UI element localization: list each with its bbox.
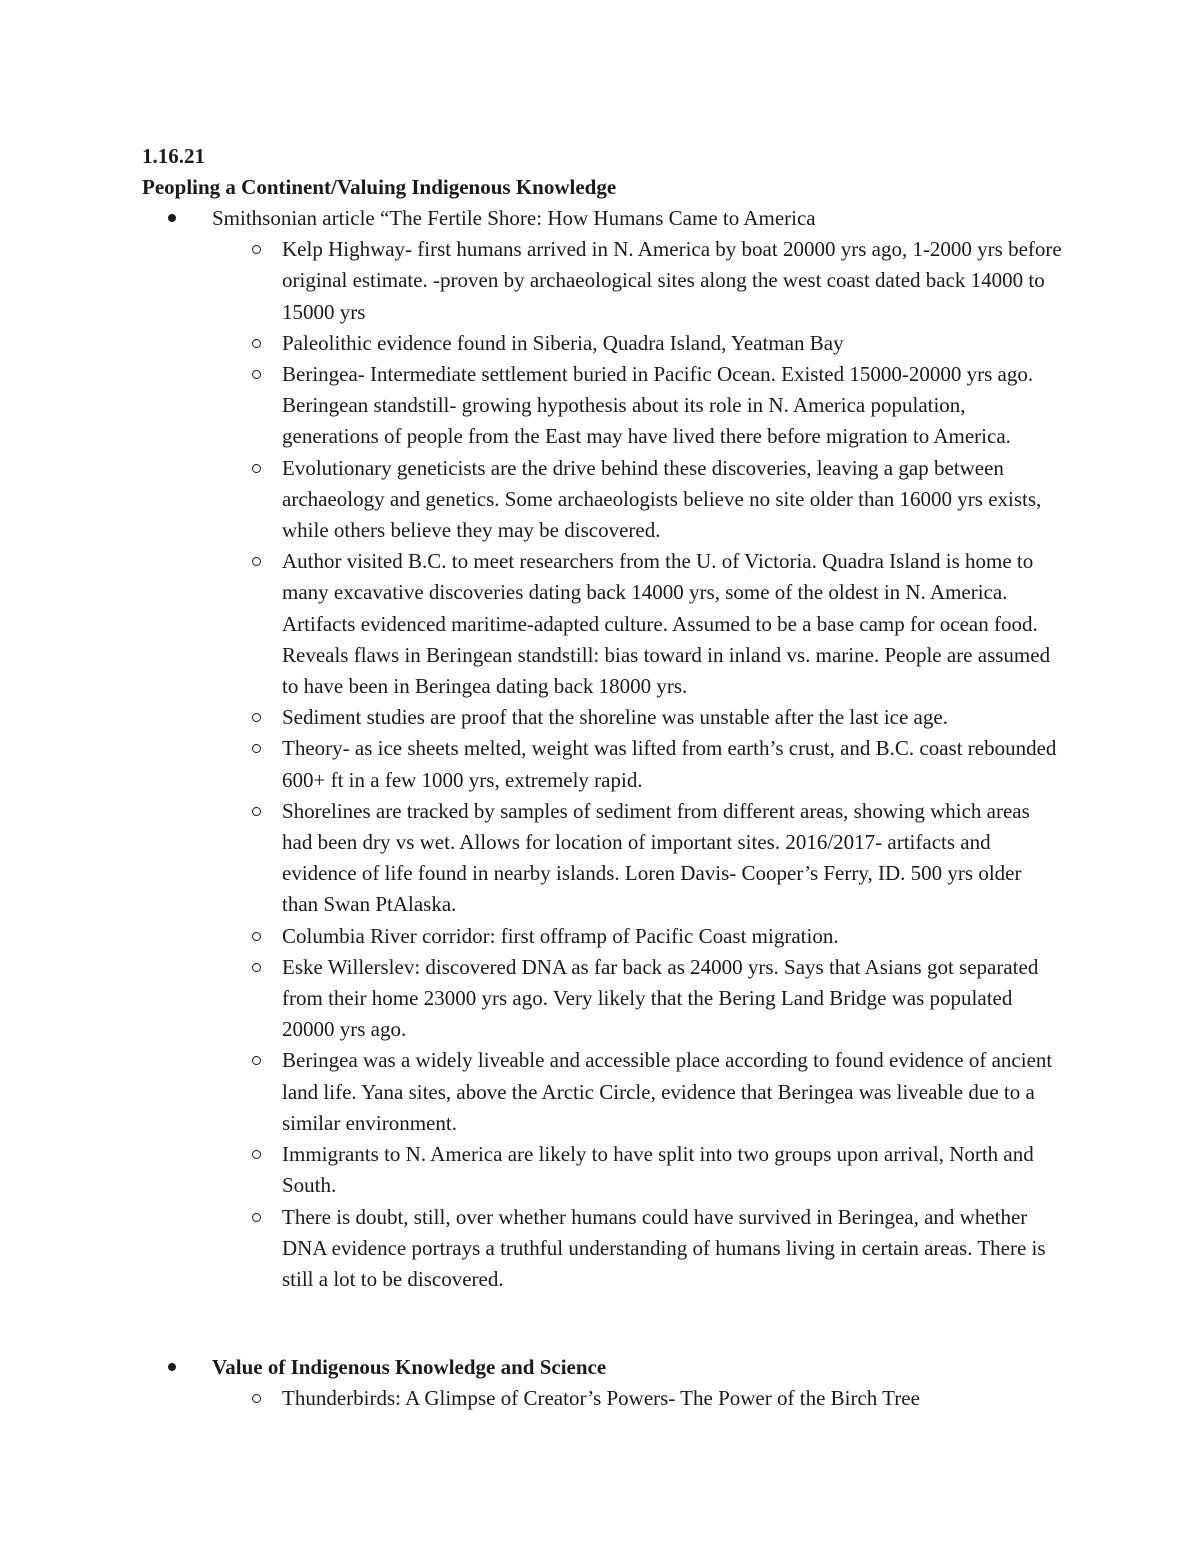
sub-bullet-text: There is doubt, still, over whether humans could have survived in Beringea, and whether DNA evidence portrays a truthful understanding of humans living in certain areas. There is still a lot to be discovered. bbox=[282, 1204, 1046, 1291]
bullet-text: Value of Indigenous Knowledge and Science bbox=[212, 1355, 607, 1379]
note-title: Peopling a Continent/Valuing Indigenous Knowledge bbox=[142, 175, 617, 199]
filled-bullet-icon bbox=[168, 1363, 176, 1371]
hollow-bullet-icon bbox=[252, 1213, 261, 1222]
hollow-bullet-icon bbox=[252, 744, 261, 753]
filled-bullet-icon bbox=[168, 214, 176, 222]
sub-bullet-item bbox=[142, 921, 1062, 952]
sub-bullet-item bbox=[142, 328, 1062, 359]
hollow-bullet-icon bbox=[252, 713, 261, 722]
sub-bullet-item bbox=[142, 453, 1062, 547]
hollow-bullet-icon bbox=[252, 932, 261, 941]
sub-bullet-text: Shorelines are tracked by samples of sediment from different areas, showing which areas had been dry vs wet. Allows for location of important sites. 2016/2017- artifacts and evidence of life found in nearby islands. Loren Davis- Cooper’s Ferry, ID. 500 yrs older than Swan PtAlaska. bbox=[282, 798, 1030, 917]
bullet-item bbox=[142, 203, 1082, 234]
hollow-bullet-icon bbox=[252, 807, 261, 816]
sub-bullet-text: Paleolithic evidence found in Siberia, Quadra Island, Yeatman Bay bbox=[282, 330, 844, 355]
sub-bullet-text: Columbia River corridor: first offramp of Pacific Coast migration. bbox=[282, 923, 839, 948]
hollow-bullet-icon bbox=[252, 370, 261, 379]
sub-bullet-text: Author visited B.C. to meet researchers from the U. of Victoria. Quadra Island is home to many excavative discoveries dating back 14000 yrs, some of the oldest in N. America. Artifacts evidenced maritime-adapted culture. Assumed to be a base camp for ocean food. Reveals flaws in Beringean standstill: bias toward in inland vs. marine. People are assumed to have been in Beringea dating back 18000 yrs. bbox=[282, 549, 1051, 699]
sub-bullet-item bbox=[142, 702, 1062, 733]
hollow-bullet-icon bbox=[252, 1394, 261, 1403]
hollow-bullet-icon bbox=[252, 245, 261, 254]
sub-bullet-text: Beringea was a widely liveable and accessible place according to found evidence of ancient land life. Yana sites, above the Arctic Circle, evidence that Beringea was liveable due to a similar environment. bbox=[282, 1048, 1053, 1135]
hollow-bullet-icon bbox=[252, 339, 261, 348]
hollow-bullet-icon bbox=[252, 557, 261, 566]
hollow-bullet-icon bbox=[252, 464, 261, 473]
section-smithsonian-article bbox=[142, 203, 1082, 1295]
note-date: 1.16.21 bbox=[142, 144, 205, 168]
sub-bullet-text: Theory- as ice sheets melted, weight was lifted from earth’s crust, and B.C. coast rebounded 600+ ft in a few 1000 yrs, extremely rapid. bbox=[282, 736, 1057, 792]
sub-bullet-item bbox=[142, 733, 1062, 795]
sub-bullet-text: Thunderbirds: A Glimpse of Creator’s Powers- The Power of the Birch Tree bbox=[282, 1386, 920, 1411]
sub-bullet-item bbox=[142, 359, 1062, 453]
hollow-bullet-icon bbox=[252, 1056, 261, 1065]
sub-bullet-text: Eske Willerslev: discovered DNA as far back as 24000 yrs. Says that Asians got separated from their home 23000 yrs ago. Very likely that the Bering Land Bridge was populated 20000 yrs ago. bbox=[282, 954, 1039, 1042]
sub-bullet-item bbox=[142, 1202, 1062, 1296]
section-indigenous-knowledge bbox=[142, 1352, 1082, 1414]
sub-bullet-text: Immigrants to N. America are likely to have split into two groups upon arrival, North and South. bbox=[282, 1142, 1034, 1198]
sub-bullet-text: Evolutionary geneticists are the drive behind these discoveries, leaving a gap between archaeology and genetics. Some archaeologists believe no site older than 16000 yrs exists, while others believe they may be discovered. bbox=[282, 455, 1042, 543]
sub-bullet-item bbox=[142, 234, 1062, 328]
sub-bullet-item bbox=[142, 796, 1062, 921]
hollow-bullet-icon bbox=[252, 1150, 261, 1159]
sub-bullet-item bbox=[142, 1139, 1062, 1201]
sub-bullet-text: Sediment studies are proof that the shoreline was unstable after the last ice age. bbox=[282, 705, 948, 730]
bullet-item bbox=[142, 1352, 1082, 1383]
sub-bullet-item bbox=[142, 1383, 1062, 1414]
sub-bullet-item bbox=[142, 1045, 1062, 1139]
sub-bullet-item bbox=[142, 546, 1062, 702]
sub-bullet-item bbox=[142, 952, 1062, 1046]
hollow-bullet-icon bbox=[252, 963, 261, 972]
sub-bullet-text: Beringea- Intermediate settlement buried in Pacific Ocean. Existed 15000-20000 yrs ago. Beringean standstill- growing hypothesis about its role in N. America population, generations of people from the East may have lived there before migration to America. bbox=[282, 362, 1034, 449]
bullet-text: Smithsonian article “The Fertile Shore: How Humans Came to America bbox=[212, 206, 816, 230]
sub-bullet-text: Kelp Highway- first humans arrived in N. America by boat 20000 yrs ago, 1-2000 yrs before original estimate. -proven by archaeological sites along the west coast dated back 14000 to 15000 yrs bbox=[282, 237, 1062, 324]
